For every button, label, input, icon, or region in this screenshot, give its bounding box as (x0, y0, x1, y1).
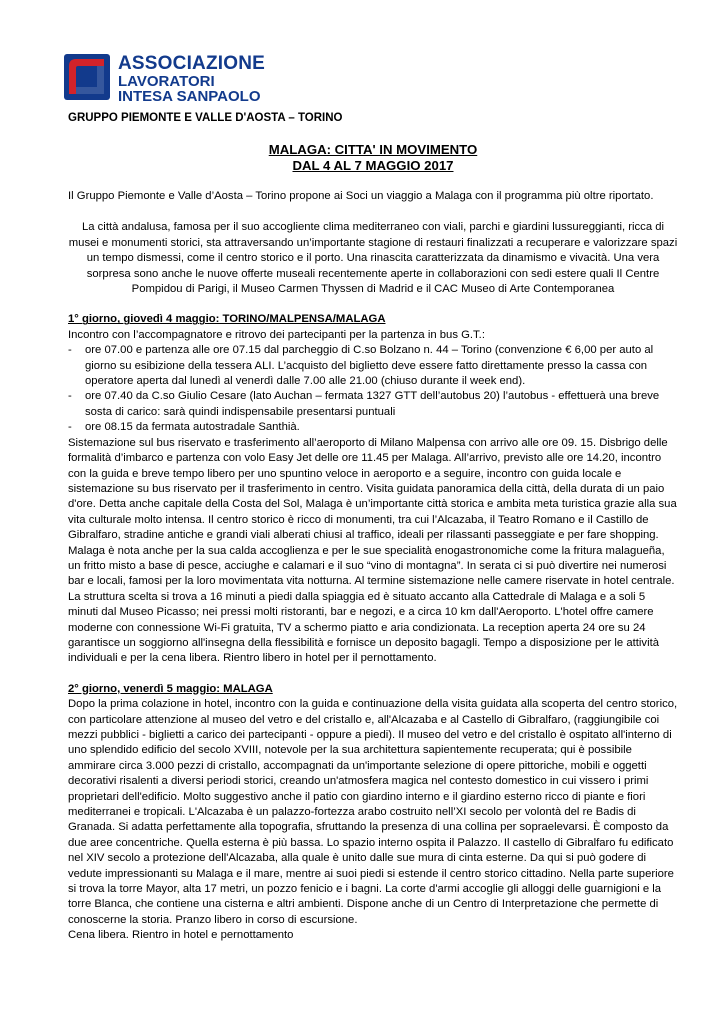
day1-heading: 1° giorno, giovedì 4 maggio: TORINO/MALPENSA/MALAGA (68, 313, 386, 326)
city-description: La città andalusa, famosa per il suo accogliente clima mediterraneo con viali, parchi e giardini lussureggianti, ricca di musei e monumenti storici, sta attraversando un’importante stagione di restauri finalizzati a recuperare e valorizzare spazi un tempo dismessi, come il centro storico e il porto. Una rinascita caratterizzata da dinamismo e vivacità. Una vera sorpresa sono anche le nuove offerte museali recentemente aperte in collaborazioni con sedi estere quali Il Centre Pompidou di Parigi, il Museo Carmen Thyssen di Madrid e il CAC Museo di Arte Contemporanea (68, 221, 678, 296)
title-line-1: MALAGA: CITTA' IN MOVIMENTO (268, 142, 478, 157)
section-gap (68, 667, 678, 682)
day1-option-3: - ore 08.15 da fermata autostradale Santhià. (68, 420, 678, 435)
day1-meeting: Incontro con l’accompagnatore e ritrovo dei partecipanti per la partenza in bus G.T.: (68, 328, 485, 341)
title-line-2: DAL 4 AL 7 MAGGIO 2017 (292, 157, 454, 173)
day2-heading: 2° giorno, venerdì 5 maggio: MALAGA (68, 682, 273, 695)
logo-line-3: INTESA SANPAOLO (118, 88, 261, 105)
dash-marker: - (68, 344, 72, 357)
group-heading: GRUPPO PIEMONTE E VALLE D'AOSTA – TORINO (68, 112, 343, 124)
intro-paragraph: Il Gruppo Piemonte e Valle d’Aosta – Torino propone ai Soci un viaggio a Malaga con il programma più oltre riportato. (68, 190, 654, 202)
logo-line-1: ASSOCIAZIONE (118, 53, 266, 74)
day1-text: Sistemazione sul bus riservato e trasferimento all’aeroporto di Milano Malpensa con arrivo alle ore 09. 15. Disbrigo delle formalità d’imbarco e partenza con volo Easy Jet delle ore 11.45 per Malaga. All’arrivo, previsto alle ore 14.20, incontro con la guida e breve tempo libero per uno spuntino veloce in aeroporto e a seguire, incontro con guida locale e sistemazione su bus riservato per il trasferimento in centro. Visita guidata panoramica della città, della durata di un paio d'ore. Detta anche capitale della Costa del Sol, Malaga è un’importante città storica e ambita meta turistica grazie alla sua vita culturale molto intensa. Il centro storico è ricco di monumenti, tra cui l’Alcazaba, il Teatro Romano e il Castillo de Gibralfaro, stradine antiche e grandi viali alberati chiusi al traffico, ideali per rilassanti passeggiate e per fare shopping. Malaga è nota anche per la sua calda accoglienza e per le sue specialità enogastronomiche come la fritura malagueña, un fritto misto a base di pesce, acciughe e calamari e il suo “vino di montagna”. In serata ci si può divertire nei numerosi bar e locali, famosi per la loro movimentata vita notturna. Al termine sistemazione nelle camere riservate in hotel centrale. La struttura scelta si trova a 16 minuti a piedi dalla spiaggia ed è situato accanto alla Cattedrale di Malaga e a soli 5 minuti dal Museo Picasso; nei pressi molti ristoranti, bar e negozi, e a circa 10 km dall'Aeroporto. L'hotel offre camere moderne con connessione Wi-Fi gratuita, TV a schermo piatto e aria condizionata. La reception aperta 24 ore su 24 garantisce un soggiorno all'insegna della flessibilità e fornisce un deposito bagagli. Tempo a disposizione per le attività individuali e per la cena libera. Rientro libero in hotel per il pernottamento. (68, 436, 677, 665)
day1-option-2: - ore 07.40 da C.so Giulio Cesare (lato Auchan – fermata 1327 GTT dell’autobus 20) l’autobus - effettuerà una breve sosta di carico: sarà quindi indispensabile presentarsi puntuali (68, 390, 660, 418)
document-title (68, 142, 678, 173)
day1-option-1: - ore 07.00 e partenza alle ore 07.15 dal parcheggio di C.so Bolzano n. 44 – Torino (convenzione € 6,00 per auto al giorno su esibizione della tessera ALI. L’acquisto del biglietto deve essere fatto direttamente presso la cassa con operatore aperta dal lunedì al venerdì dalle 7.00 alle 21.00 (chiuso durante il week end). (68, 344, 654, 388)
document-body (68, 189, 678, 944)
day2-text: Dopo la prima colazione in hotel, incontro con la guida e continuazione della visita guidata alla scoperta del centro storico, con particolare attenzione al museo del vetro e del cristallo e, all'Alcazaba e al Castello di Gibralfaro, (raggiungibile coi mezzi pubblici - biglietti a carico dei partecipanti - oppure a piedi). Il museo del vetro e del cristallo è ospitato all'interno di uno splendido edificio del secolo XVIII, notevole per la sua architettura sapientemente recuperata; qui è possibile ammirare circa 3.000 pezzi di cristallo, accompagnati da un'importante selezione di opere pittoriche, mobili e oggetti decorativi risalenti a diversi periodi storici, creando un'atmosfera magica nel contesto domestico in cui vissero i primi proprietari dell'edificio. Molto suggestivo anche il patio con giardino interno e il giardino esterno ricco di piante e fiori mediterranei e tropicali. L'Alcazaba è un palazzo-fortezza arabo costruito nell’XI secolo per volontà del re Badis di Granada. Si adatta perfettamente alla topografia, sfruttando la presenza di una collina per sopraelevarsi. È composto da due aree concentriche. Quella esterna è più bassa. Lo spazio interno ospita il Palazzo. Il castello di Gibralfaro fu edificato nel XIV secolo a protezione dell'Alcazaba, alla quale è unito dalle sue mura di cinta esterne. Da qui si può godere di vedute impressionanti su Malaga e il mare, mentre ai suoi piedi si estende il centro storico cittadino. Nella parte superiore si trova la torre Mayor, alta 17 metri, un pozzo fenicio e i bagni. La corte d'armi accoglie gli alloggi delle guarnigioni e la torre Blanca, che contiene una cisterna e altri ambienti. Dispone anche di un Centro di Interpretazione che permette di conoscerne la storia. Pranzo libero in corso di escursione. (68, 698, 678, 926)
day2-closing: Cena libera. Rientro in hotel e pernottamento (68, 929, 294, 942)
dash-marker: - (68, 421, 72, 434)
logo-line-2: LAVORATORI (118, 73, 215, 90)
logo-mark-icon (64, 54, 110, 100)
association-logo (64, 53, 266, 105)
logo-wordmark (118, 54, 265, 104)
dash-marker: - (68, 390, 72, 403)
